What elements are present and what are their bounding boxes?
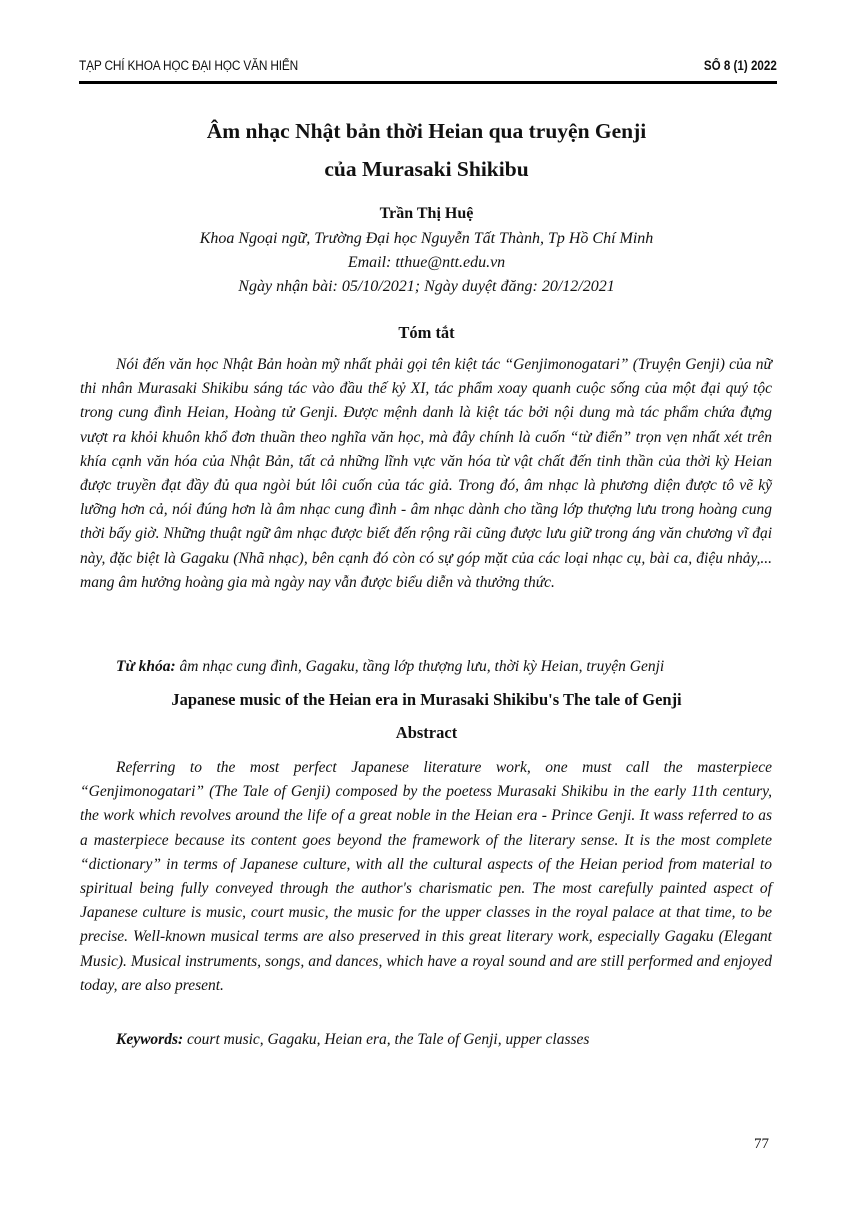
en-keywords-label: Keywords: [116,1031,184,1048]
vi-abstract-text: Nói đến văn học Nhật Bản hoàn mỹ nhất phải gọi tên kiệt tác “Genjimonogatari” (Truyện Genji) của nữ thi nhân Murasaki Shikibu sáng tác vào đầu thế kỷ XI, tác phẩm xoay quanh cuộc sống của một đại quý tộc trong cung đình Heian, Hoàng tử Genji. Được mệnh danh là kiệt tác bởi nội dung mà tác phẩm chứa đựng vượt ra khỏi khuôn khổ đơn thuần theo nghĩa văn học, mà đây chính là cuốn “từ điển” trọn vẹn nhất xét trên khía cạnh văn hóa của Nhật Bản, tất cả những lĩnh vực văn hóa từ vật chất đến tinh thần của thời kỳ Heian được truyền đạt đầy đủ qua ngòi bút lôi cuốn của tác giả. Trong đó, âm nhạc là phương diện được tô vẽ kỹ lưỡng hơn cả, nói đúng hơn là âm nhạc cung đình - âm nhạc dành cho tầng lớp thượng lưu trong hoàng cung thời bấy giờ. Những thuật ngữ âm nhạc được biết đến rộng rãi cũng được lưu giữ trong áng văn chương vĩ đại này, đặc biệt là Gagaku (Nhã nhạc), bên cạnh đó còn có sự góp mặt của các loại nhạc cụ, bài ca, điệu nhảy,... mang âm hưởng hoàng gia mà ngày nay vẫn được biểu diễn và thưởng thức. [80,356,772,591]
header-rule [79,81,777,84]
author-info [0,227,853,299]
issue-number: SỐ 8 (1) 2022 [704,58,777,73]
dates: Ngày nhận bài: 05/10/2021; Ngày duyệt đăng: 20/12/2021 [238,278,615,295]
en-keywords [116,1029,796,1051]
vi-abstract-heading: Tóm tắt [398,323,455,342]
journal-name: TẠP CHÍ KHOA HỌC ĐẠI HỌC VĂN HIẾN [79,58,299,73]
title-line-2: của Murasaki Shikibu [324,157,529,181]
author-name: Trần Thị Huệ [379,205,474,222]
en-abstract-text: Referring to the most perfect Japanese literature work, one must call the masterpiece “Genjimonogatari” (The Tale of Genji) composed by the poetess Murasaki Shikibu in the early 11th century, the work which revolves around the life of a great noble in the Heian era - Prince Genji. It wass referred to as a masterpiece because its content goes beyond the framework of the literary sense. It is the most complete “dictionary” in terms of Japanese culture, with all the cultural aspects of the Heian period from material to spiritual being fully conveyed through the author's charismatic pen. The most carefully painted aspect of Japanese culture is music, court music, the music for the upper classes in the royal palace at that time, to be precise. Well-known musical terms are also preserved in this great literary work, especially Gagaku (Elegant Music). Musical instruments, songs, and dances, which have a royal sound and are still performed and enjoyed today, are also present. [80,759,772,994]
article-title [0,112,853,188]
affiliation: Khoa Ngoại ngữ, Trường Đại học Nguyễn Tất Thành, Tp Hồ Chí Minh [199,230,654,247]
vi-keywords [116,656,796,678]
vi-keywords-list: âm nhạc cung đình, Gagaku, tầng lớp thượng lưu, thời kỳ Heian, truyện Genji [175,658,665,675]
english-title: Japanese music of the Heian era in Murasaki Shikibu's The tale of Genji [171,690,682,709]
title-line-1: Âm nhạc Nhật bản thời Heian qua truyện Genji [206,119,647,143]
email: Email: tthue@ntt.edu.vn [347,254,506,271]
en-abstract-body [80,756,772,998]
page-number: 77 [754,1136,769,1152]
running-header [79,58,693,78]
en-abstract-heading: Abstract [395,723,458,742]
vi-abstract-body [80,353,772,595]
en-keywords-list: court music, Gagaku, Heian era, the Tale of Genji, upper classes [183,1031,590,1048]
vi-keywords-label: Từ khóa: [116,658,176,675]
